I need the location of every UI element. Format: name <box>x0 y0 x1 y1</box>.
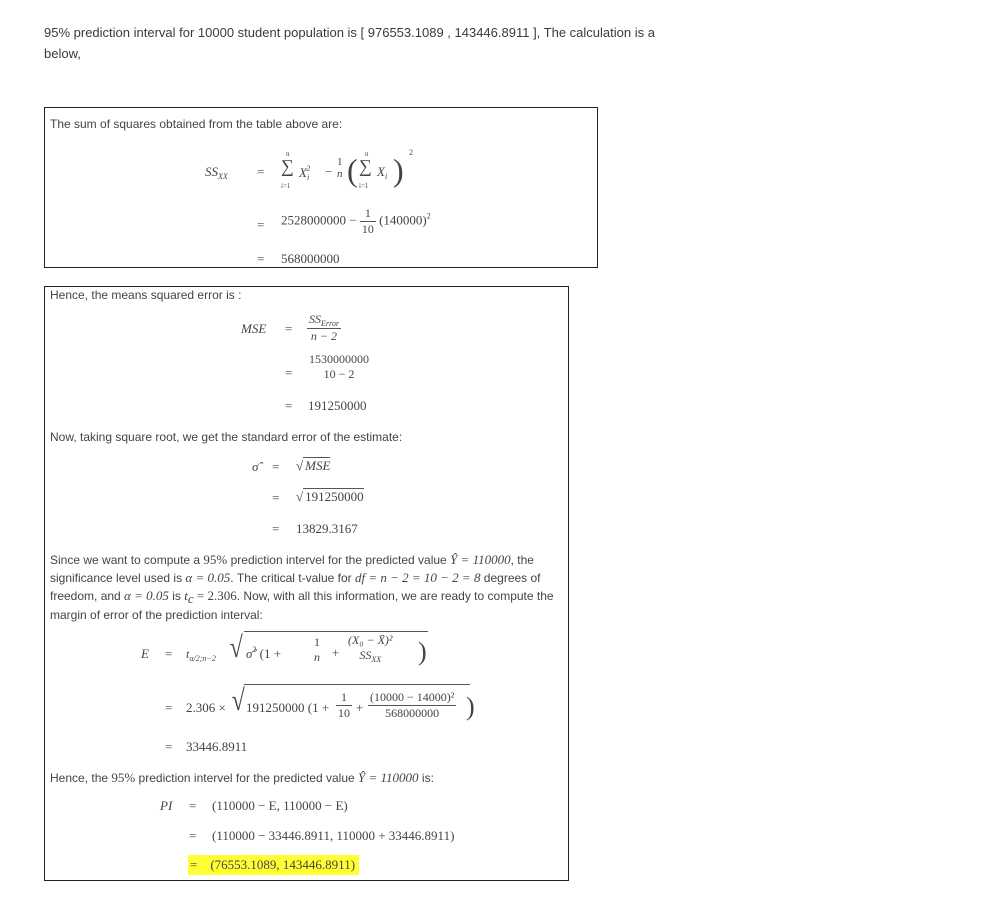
mse-formula: $\frac{SS_{Error}}{n - 2}$ <box>309 312 339 343</box>
sigma-hat-label: σ̂ <box>252 459 259 474</box>
ssxx-result: 568000000 <box>281 251 340 266</box>
equals-sign: = <box>189 798 197 813</box>
equals-sign: = <box>165 739 173 754</box>
pi-step-1: (110000 − E, 110000 − E) <box>212 798 348 813</box>
e-label: E <box>141 646 149 661</box>
ssxx-step-2: 2528000000 − $\frac{1}{10}$ $(140000)^2$ <box>281 206 431 236</box>
intro-line-1: 95% prediction interval for 10000 student population is [ 976553.1089 , 143446.8911 ], The calculation is a <box>44 25 655 40</box>
se-step-2: √ 191250000 <box>296 489 364 504</box>
mse-label: MSE <box>241 321 267 336</box>
ssxx-formula: n ∑ i=1 $X_i^2$ − 1 n ( n ∑ i=1 $X_i$ ) 2 <box>281 148 413 190</box>
pi-label: PI <box>160 798 173 813</box>
equals-sign: = <box>257 251 265 266</box>
equals-sign: = <box>285 398 293 413</box>
se-step-1: √ MSE <box>296 458 331 473</box>
equals-sign: = <box>257 217 265 232</box>
equals-sign: = <box>165 646 173 661</box>
sum-of-squares-box <box>44 107 598 268</box>
equals-sign: = <box>189 828 197 843</box>
mse-step-2: 1530000000 10 − 2 <box>309 352 369 381</box>
equals-sign: = <box>257 164 265 179</box>
equals-sign: = <box>285 365 293 380</box>
pi-result-highlighted: = (76553.1089, 143446.8911) <box>188 855 359 875</box>
mse-heading: Hence, the means squared error is : <box>50 288 242 302</box>
equals-sign: = <box>165 700 173 715</box>
sum-of-squares-heading: The sum of squares obtained from the table above are: <box>50 117 343 131</box>
pi-heading: Hence, the 95% prediction intervel for the predicted value Ŷ = 110000 is: <box>50 770 434 785</box>
intro-text <box>44 22 658 64</box>
equals-sign: = <box>272 521 280 536</box>
equals-sign: = <box>272 490 280 505</box>
critical-value-paragraph: Since we want to compute a 95% prediction intervel for the predicted value Ŷ = 110000, the significance level used is α = 0.05. The critical t-value for df = n − 2 = 10 − 2 = 8 degrees of freedom, and α = 0.05 is tc = 2.306. Now, with all this information, we are ready to compute the margin of error of the prediction interval: <box>50 552 554 622</box>
margin-of-error-result: 33446.8911 <box>186 739 248 754</box>
intro-line-2: below, <box>44 46 81 61</box>
equals-sign: = <box>272 459 280 474</box>
ssxx-label: $SS_{XX}$ <box>205 164 228 181</box>
pi-step-2: (110000 − 33446.8911, 110000 + 33446.8911) <box>212 828 455 843</box>
equals-sign: = <box>285 321 293 336</box>
mse-result: 191250000 <box>308 398 367 413</box>
se-result: 13829.3167 <box>296 521 358 536</box>
se-heading: Now, taking square root, we get the standard error of the estimate: <box>50 430 403 444</box>
prediction-interval-box: Hence, the means squared error is : MSE = $\frac{SS_{Error}}{n - 2}$ = 1530000000 10 − 2 = 191250000 Now, taking square root, we get the standard error of the estimate: σ̂ = √ MSE = √ 191250000 = 13829.3167 Since we want to compute a 95% prediction intervel for the predicted value Ŷ = 110000, the significance level used is α = 0.05. The critical t-value for df = n − 2 = 10 − 2 = 8 degrees of freedom, and α = 0.05 is tc = 2.306. Now, with all this information, we are ready to compute the margin of error of the prediction interval: E = $t_{\alpha/2;n-2}$ √ σ̂$^2$ (1 + 1 n + (X₀ − X̄)² $SS_{XX}$ ) = 2.306 × √ 191250000 (1 + $\frac{1}{10}$ + $\frac{\text{(10000 − 14000)²}}{568000000}$ ) = 33446.8911 Hence, the 95% prediction intervel for the predicted value Ŷ = 110000 is: PI = (110000 − E, 110000 − E) = (110000 − 33446.8911, 110000 + 33446.8911) = (76553.1089, 143446.8911) <box>44 286 569 881</box>
